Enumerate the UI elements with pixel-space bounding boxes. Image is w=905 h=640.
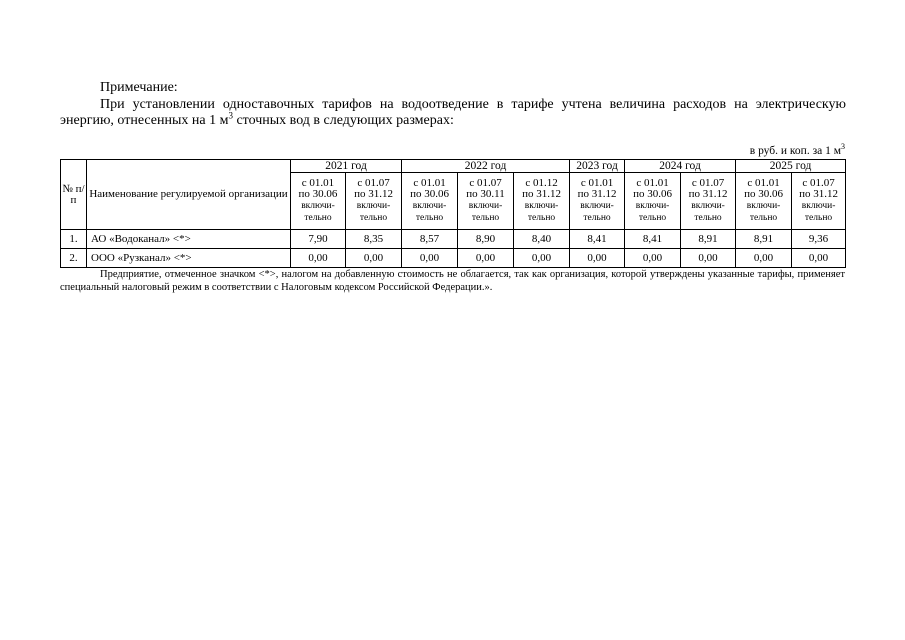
period-header-line: с 01.01 — [636, 177, 669, 189]
period-header-line: включи- — [356, 201, 391, 211]
period-header — [458, 173, 514, 230]
period-header-line: тельно — [749, 213, 778, 223]
period-header-line: тельно — [638, 213, 667, 223]
column-header-organization: Наименование регулируемой организации — [87, 160, 291, 230]
note-title: Примечание: — [100, 80, 178, 95]
year-header: 2021 год — [291, 160, 402, 173]
year-header-row — [61, 160, 846, 173]
note-paragraph — [60, 97, 846, 129]
units-label — [700, 142, 845, 157]
period-header-line: по 30.06 — [410, 188, 449, 200]
table-row — [61, 230, 846, 249]
period-header-line: тельно — [304, 213, 332, 223]
period-header-line: тельно — [359, 213, 388, 223]
period-header-line: по 30.06 — [744, 188, 783, 200]
period-header — [346, 173, 402, 230]
period-header-line: с 01.01 — [301, 177, 335, 189]
period-header-line: по 30.11 — [466, 188, 505, 200]
organization-name: ООО «Рузканал» <*> — [87, 249, 291, 268]
period-header-line: с 01.07 — [691, 177, 725, 189]
period-header-line: включи- — [524, 201, 559, 211]
period-header — [736, 173, 792, 230]
note-text-before: При установлении одноставочных тарифов на водоотведение в тарифе учтена величина расходов на электрическую энергию, отнесенных на 1 м — [60, 97, 846, 128]
period-header-line: тельно — [471, 213, 500, 223]
year-header: 2025 год — [736, 160, 846, 173]
period-header — [625, 173, 681, 230]
period-header-line: тельно — [527, 213, 556, 223]
period-header-line: включи- — [412, 201, 447, 211]
tariff-value-cell: 0,00 — [625, 249, 681, 268]
period-header-line: по 31.12 — [799, 188, 838, 200]
tariff-value-cell: 0,00 — [346, 249, 402, 268]
period-header-line: тельно — [415, 213, 444, 223]
footnote: Предприятие, отмеченное значком <*>, налогом на добавленную стоимость не облагается, так как организация, которой утверждены указанные тарифы, применяет специальный налоговый режим в соответствии с Налоговым кодексом Российской Федерации.». — [60, 269, 845, 293]
period-header-line: по 31.12 — [522, 188, 561, 200]
period-header-line: включи- — [691, 201, 725, 211]
tariff-value-cell: 8,35 — [346, 230, 402, 249]
tariff-table — [60, 159, 846, 268]
period-header — [402, 173, 458, 230]
note-superscript: 3 — [228, 110, 233, 121]
period-header-line: тельно — [804, 213, 833, 223]
tariff-value-cell: 8,57 — [402, 230, 458, 249]
period-header-line: по 30.06 — [633, 188, 672, 200]
tariff-value-cell: 8,91 — [681, 230, 736, 249]
tariff-value-cell: 8,91 — [736, 230, 792, 249]
period-header-line: включи- — [468, 201, 503, 211]
period-header-line: по 31.12 — [354, 188, 393, 200]
period-header-line: по 30.06 — [298, 188, 338, 200]
period-header-line: с 01.01 — [747, 177, 780, 189]
column-header-number: № п/п — [61, 160, 87, 230]
organization-name: АО «Водоканал» <*> — [87, 230, 291, 249]
tariff-value-cell: 0,00 — [291, 249, 346, 268]
period-header-line: по 31.12 — [688, 188, 728, 200]
period-header — [291, 173, 346, 230]
tariff-value-cell: 0,00 — [458, 249, 514, 268]
period-header-line: с 01.01 — [580, 177, 614, 189]
tariff-value-cell: 0,00 — [681, 249, 736, 268]
tariff-value-cell: 9,36 — [792, 230, 846, 249]
period-header-line: включи- — [801, 201, 836, 211]
period-header-line: включи- — [746, 201, 781, 211]
tariff-value-cell: 0,00 — [792, 249, 846, 268]
tariff-value-cell: 0,00 — [570, 249, 625, 268]
period-header-line: с 01.12 — [525, 177, 558, 189]
period-header-line: тельно — [583, 213, 611, 223]
note-text-after: сточных вод в следующих размерах: — [232, 113, 454, 128]
period-header — [514, 173, 570, 230]
tariff-value-cell: 8,41 — [570, 230, 625, 249]
row-number: 1. — [61, 230, 87, 249]
period-header-line: включи- — [301, 201, 335, 211]
tariff-value-cell: 0,00 — [736, 249, 792, 268]
table-row — [61, 249, 846, 268]
period-header-line: с 01.01 — [413, 177, 446, 189]
units-text: в руб. и коп. за 1 м — [749, 145, 841, 157]
year-header: 2023 год — [570, 160, 625, 173]
period-header-line: включи- — [635, 201, 670, 211]
period-header-line: включи- — [580, 201, 614, 211]
period-header — [681, 173, 736, 230]
period-header — [570, 173, 625, 230]
period-header-line: с 01.07 — [802, 177, 835, 189]
year-header: 2024 год — [625, 160, 736, 173]
period-header-line: тельно — [694, 213, 722, 223]
tariff-value-cell: 8,90 — [458, 230, 514, 249]
period-header — [792, 173, 846, 230]
units-superscript: 3 — [841, 142, 845, 152]
year-header: 2022 год — [402, 160, 570, 173]
tariff-value-cell: 0,00 — [514, 249, 570, 268]
period-header-line: с 01.07 — [469, 177, 502, 189]
tariff-value-cell: 8,40 — [514, 230, 570, 249]
tariff-value-cell: 8,41 — [625, 230, 681, 249]
tariff-value-cell: 0,00 — [402, 249, 458, 268]
period-header-line: по 31.12 — [577, 188, 617, 200]
tariff-value-cell: 7,90 — [291, 230, 346, 249]
row-number: 2. — [61, 249, 87, 268]
period-header-line: с 01.07 — [357, 177, 390, 189]
